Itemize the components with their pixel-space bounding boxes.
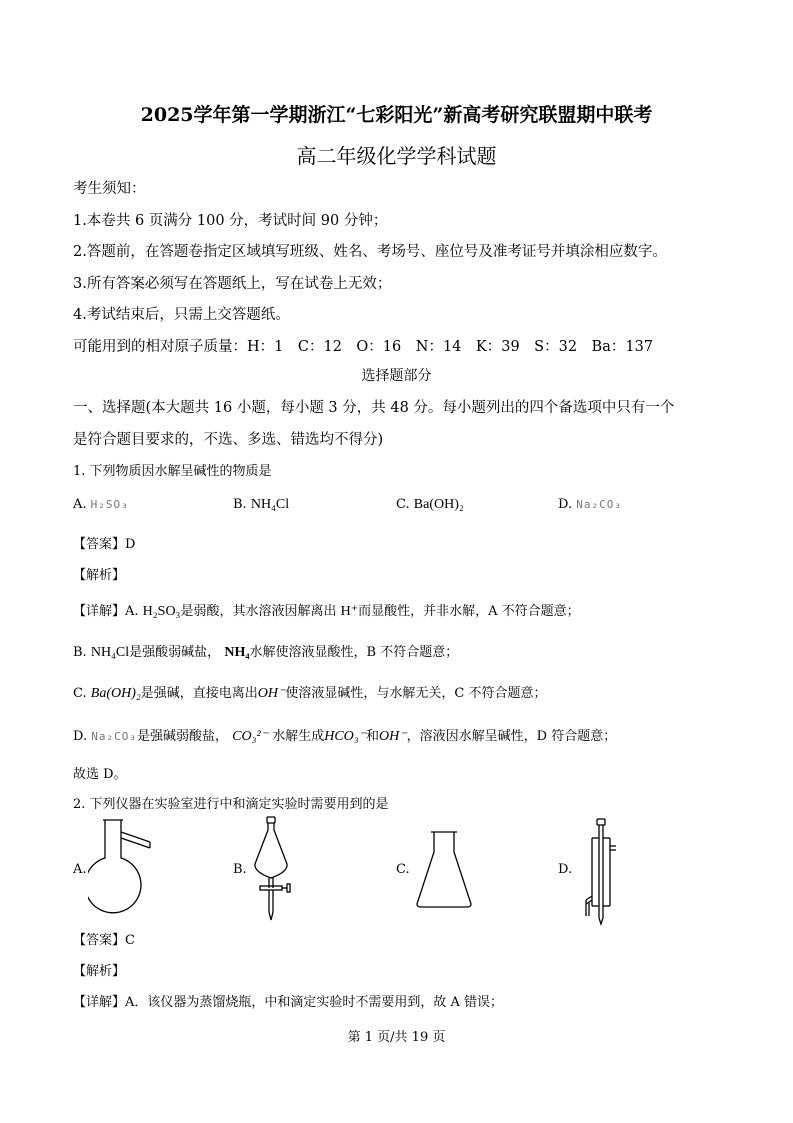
section-intro-line2: 是符合题目要求的，不选、多选、错选均不得分) (73, 432, 384, 448)
q2-option-b-label: B. (233, 862, 247, 877)
q1-detail-b-formula: NH₄Cl (90, 645, 130, 660)
q1-option-d-formula: Na₂CO₃ (576, 498, 622, 511)
separatory-funnel-icon (250, 816, 295, 924)
q1-detail-d-post: ，溶液因水解呈碱性，D 符合题意； (406, 729, 617, 744)
q1-detail-c-mid: 是强碱，直接电离出 (140, 686, 258, 701)
q1-detail-d-ion3: OH⁻ (379, 729, 407, 744)
q1-option-a-label: A. (73, 497, 87, 512)
q1-option-d (558, 497, 622, 512)
q1-detail-d (73, 725, 616, 745)
q1-detail-a-pre: 【详解】A. (73, 604, 139, 619)
q1-detail-d-ion2: HCO₃⁻ (324, 729, 367, 744)
q1-option-c-formula: Ba(OH)₂ (413, 497, 464, 512)
q1-option-b-label: B. (233, 497, 247, 512)
q1-option-c-label: C. (396, 497, 410, 512)
q1-answer: 【答案】D (73, 537, 136, 552)
q1-option-d-label: D. (558, 497, 573, 512)
q1-analysis-label: 【解析】 (73, 568, 126, 583)
atomic-masses: 可能用到的相对原子质量：H：1 C：12 O：16 N：14 K：39 S：32 Ba：137 (73, 339, 654, 355)
q1-detail-b-mid: 是强酸弱碱盐， (129, 645, 221, 660)
page-footer: 第 1 页/共 19 页 (347, 1030, 446, 1045)
notice-item-1: 1.本卷共 6 页满分 100 分，考试时间 90 分钟； (73, 213, 388, 229)
condenser-icon (580, 818, 625, 926)
q2-analysis-label: 【解析】 (73, 964, 126, 979)
q1-detail-c-pre: C. (73, 686, 87, 701)
q1-detail-a-ion: H⁺ (340, 604, 359, 619)
q2-detail-a: 【详解】A．该仪器为蒸馏烧瓶，中和滴定实验时不需要用到，故 A 错误； (73, 995, 504, 1010)
q1-detail-d-mid2: 水解生成 (272, 729, 325, 744)
notice-item-3: 3.所有答案必须写在答题纸上，写在试卷上无效； (73, 276, 392, 292)
q1-option-c (396, 497, 464, 513)
notice-heading: 考生须知： (73, 181, 146, 197)
q1-detail-a (73, 600, 580, 620)
q1-conclusion: 故选 D。 (73, 767, 127, 782)
q1-detail-c-formula: Ba(OH)₂ (90, 686, 141, 701)
q1-detail-d-formula: Na₂CO₃ (91, 730, 137, 743)
q1-detail-c-ion: OH⁻ (257, 686, 286, 701)
q1-option-b-formula: NH₄Cl (250, 497, 290, 512)
q1-detail-b (73, 641, 458, 661)
notice-item-2: 2.答题前，在答题卷指定区域填写班级、姓名、考场号、座位号及准考证号并填涂相应数字。 (73, 244, 667, 260)
q1-detail-a-mid: 是弱酸，其水溶液因解离出 (180, 604, 337, 619)
q1-detail-a-post: 而显酸性，并非水解，A 不符合题意； (358, 604, 580, 619)
q1-detail-d-pre: D. (73, 729, 88, 744)
conical-flask-icon (414, 830, 474, 910)
distillation-flask-icon (88, 818, 153, 923)
q1-option-a-formula: H₂SO₃ (90, 498, 129, 511)
q1-detail-b-pre: B. (73, 645, 87, 660)
notice-item-4: 4.考试结束后，只需上交答题纸。 (73, 307, 290, 323)
q2-option-d-label: D. (558, 862, 573, 877)
q1-detail-d-ion1: CO₃²⁻ (232, 729, 269, 744)
q2-option-c-label: C. (396, 862, 410, 877)
exam-title: 2025学年第一学期浙江“七彩阳光”新高考研究联盟期中联考 (140, 104, 653, 126)
q2-option-a-label: A. (73, 862, 87, 877)
q1-option-b (233, 497, 289, 513)
q1-detail-d-mid: 是强碱弱酸盐， (136, 729, 228, 744)
q1-detail-b-ion: NH₄ (224, 645, 250, 660)
exam-subtitle: 高二年级化学学科试题 (296, 144, 497, 168)
q2-answer: 【答案】C (73, 933, 135, 948)
q1-stem: 1. 下列物质因水解呈碱性的物质是 (73, 464, 272, 479)
q1-detail-b-post: 水解使溶液显酸性，B 不符合题意； (249, 645, 459, 660)
section-intro-line1: 一、选择题(本大题共 16 小题，每小题 3 分，共 48 分。每小题列出的四个备选项中只有一个 (73, 400, 675, 416)
q1-option-a (73, 497, 129, 512)
q1-detail-d-and: 和 (366, 729, 380, 744)
q2-stem: 2. 下列仪器在实验室进行中和滴定实验时需要用到的是 (73, 797, 389, 812)
q1-detail-c-post: 使溶液显碱性，与水解无关，C 不符合题意； (285, 686, 547, 701)
q1-detail-c (73, 682, 546, 702)
section-title: 选择题部分 (361, 368, 432, 384)
q1-detail-a-formula: H₂SO₃ (142, 604, 181, 619)
